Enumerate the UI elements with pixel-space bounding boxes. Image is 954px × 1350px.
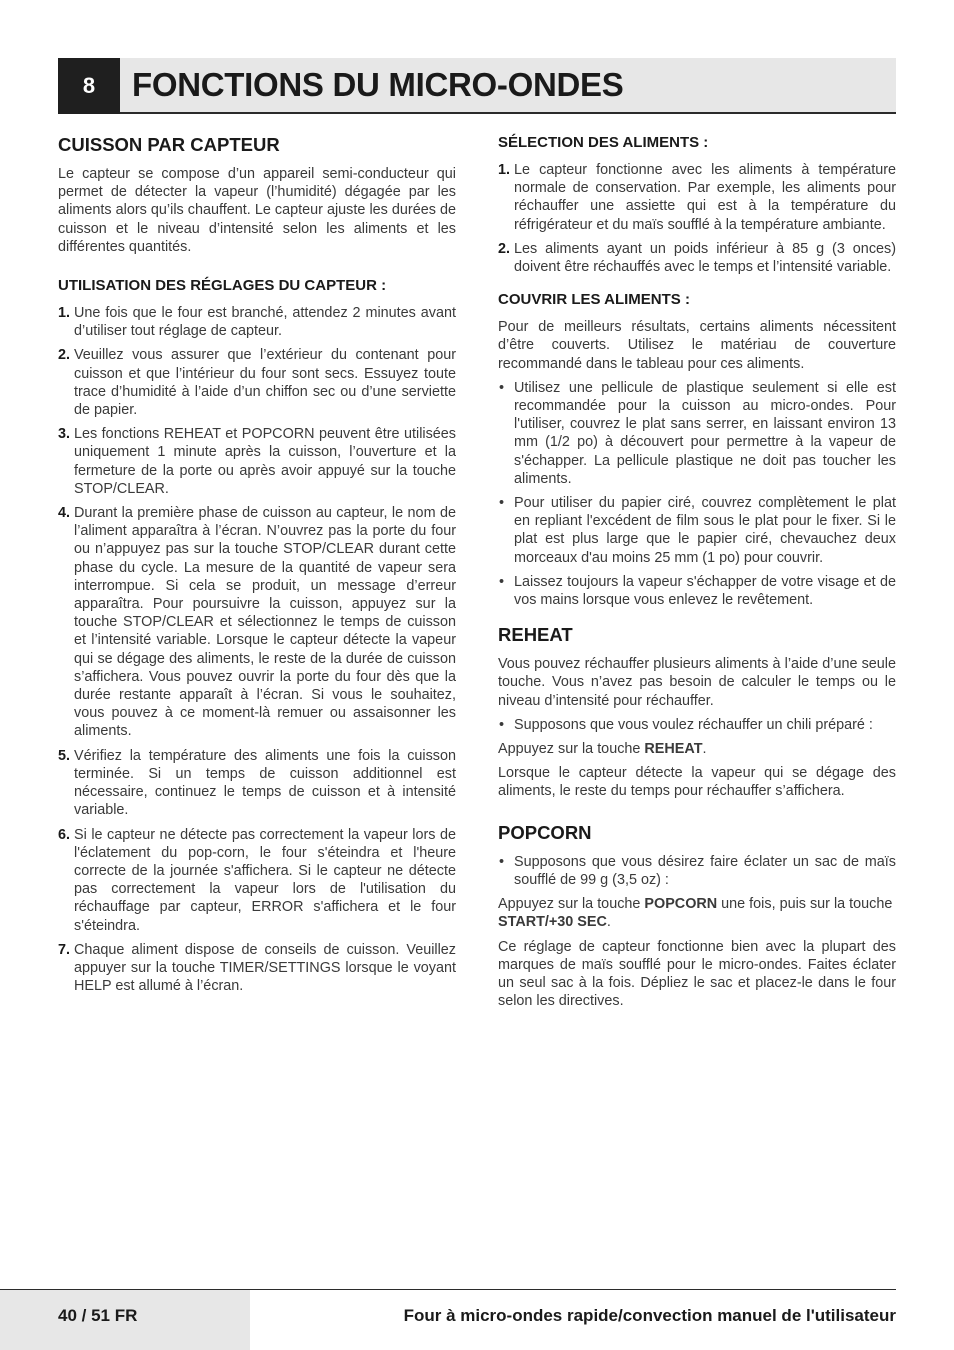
list-item: • Laissez toujours la vapeur s'échapper de votre visage et de vos mains lorsque vous enlevez le revêtement.: [499, 573, 896, 609]
list-item: 3. Les fonctions REHEAT et POPCORN peuvent être utilisées uniquement 1 minute après la cuisson, l’ouverture et la fermeture de la porte ou après avoir appuyé sur la touche STOP/CLEAR.: [58, 426, 456, 497]
list-item: 6. Si le capteur ne détecte pas correctement la vapeur lors de l'éclatement du pop-corn, le four s'éteindra et l'heure correcte de la journée s'affichera. Si le capteur ne détecte pas correctement la vapeur lors de l'utilisation du réchauffage par capteur, ERROR s'affichera et le four s'éteindra.: [58, 826, 456, 934]
chapter-number: 8: [82, 73, 96, 98]
reheat-key-label: REHEAT: [644, 741, 703, 758]
sensor-intro-paragraph: Le capteur se compose d’un appareil semi-conducteur qui permet de détecter la vapeur (l’humidité) dégagée par les aliments alors qu’ils chauffent. Le capteur ajuste les durées de cuisson et le niveau d’intensité selon les aliments et les différentes quantités.: [58, 166, 456, 255]
list-item: • Supposons que vous désirez faire éclater un sac de maïs soufflé de 99 g (3,5 oz) :: [499, 853, 896, 888]
popcorn-key-label: POPCORN: [644, 896, 718, 913]
food-selection-heading: SÉLECTION DES ALIMENTS :: [498, 134, 709, 151]
list-item: 4. Durant la première phase de cuisson au capteur, le nom de l’aliment apparaîtra à l’écran. N’ouvrez pas la porte du four ou n’appuyez pas sur la touche STOP/CLEAR durant cette phase du cycle. La mesure de la quantité de vapeur sera interrompue. Si cela se produit, un message d’erreur apparaîtra. Pour poursuivre la cuisson, appuyez sur la touche STOP/CLEAR et sélectionnez le temps de cuisson et l’intensité variable. Lorsque le capteur détecte la vapeur qui se dégage des aliments, le reste de la durée de cuisson s’affichera. Vous pouvez ouvrir la porte du four dès que la durée restante apparaît à l’écran. Si vous le souhaitez, vous pouvez à ce moment-là remuer ou assaisonner les aliments.: [58, 505, 456, 740]
left-column: [58, 133, 456, 1001]
list-item: • Supposons que vous voulez réchauffer un chili préparé :: [499, 716, 873, 733]
covering-intro-paragraph: Pour de meilleurs résultats, certains aliments nécessitent d’être couverts. Utilisez le matériau de couverture recommandé dans le tableau pour ces aliments.: [498, 319, 896, 372]
list-item: 2. Les aliments ayant un poids inférieur à 85 g (3 onces) doivent être réchauffés avec le temps et l’intensité variable.: [498, 240, 896, 276]
reheat-bullets: [498, 716, 896, 734]
page-number: 40 / 51 FR: [58, 1306, 138, 1325]
manual-title: Four à micro-ondes rapide/convection manuel de l'utilisateur: [403, 1306, 896, 1325]
list-item: 1. Une fois que le four est branché, attendez 2 minutes avant d’utiliser tout réglage de capteur.: [58, 305, 456, 340]
chapter-number-badge: [58, 58, 120, 114]
list-item: 1. Le capteur fonctionne avec les aliments à température normale de conservation. Par exemple, les aliments pour réchauffer une assiette qui est à la température du réfrigérateur et du maïs soufflé à la température ambiante.: [498, 162, 896, 233]
list-item: 7. Chaque aliment dispose de conseils de cuisson. Veuillez appuyer sur la touche TIMER/SETTINGS lorsque le voyant HELP est allumé à l’écran.: [58, 941, 456, 995]
reheat-intro-paragraph: Vous pouvez réchauffer plusieurs aliments à l’aide d’une seule touche. Vous n’avez pas besoin de calculer le temps ou le niveau d’intensité pour réchauffer.: [498, 656, 896, 709]
page-title: FONCTIONS DU MICRO-ONDES: [132, 66, 624, 103]
right-column: [498, 133, 896, 1016]
list-item: • Pour utiliser du papier ciré, couvrez complètement le plat en repliant l'excédent de film sous le plat pour le fixer. Si le plat est plus large que le papier ciré, chevauchez deux morceaux d'au moins 25 mm (1 po) pour couvrir.: [499, 495, 896, 566]
sensor-usage-heading: UTILISATION DES RÉGLAGES DU CAPTEUR :: [58, 277, 387, 295]
reheat-heading: REHEAT: [498, 624, 573, 646]
start-key-label: START/+30 SEC: [498, 914, 607, 931]
list-item: 2. Veuillez vous assurer que l’extérieur du contenant pour cuisson et que l’intérieur du four sont secs. Essuyez toute trace d’humidité à l’aide d’un chiffon sec ou d’une serviette de papier.: [58, 347, 456, 419]
reheat-press-instruction: Appuyez sur la touche REHEAT.: [498, 741, 707, 758]
popcorn-note-paragraph: Ce réglage de capteur fonctionne bien avec la plupart des marques de maïs soufflé pour le micro-ondes. Faites éclater un seul sac à la fois. Dépliez le sac et placez-le dans le four selon les directives.: [498, 938, 896, 1010]
popcorn-press-instruction: Appuyez sur la touche POPCORN une fois, puis sur la touche START/+30 SEC.: [498, 896, 893, 931]
sensor-cooking-heading: CUISSON PAR CAPTEUR: [58, 134, 280, 155]
list-item: • Utilisez une pellicule de plastique seulement si elle est recommandée pour la cuisson au micro-ondes. Pour l'utiliser, couvrez le plat sans serrer, en laissant environ 13 mm (1/2 po) à découvert pour permettre à la vapeur de s'échapper. La pellicule plastique ne doit pas toucher les aliments.: [499, 379, 896, 487]
food-selection-list: [498, 161, 896, 276]
sensor-usage-steps: [58, 304, 456, 995]
popcorn-heading: POPCORN: [498, 821, 592, 843]
covering-food-heading: COUVRIR LES ALIMENTS :: [498, 291, 690, 309]
list-item: 5. Vérifiez la température des aliments une fois la cuisson terminée. Si un temps de cuisson additionnel est nécessaire, continuez le temps de cuisson et à intensité variable.: [58, 747, 456, 819]
popcorn-bullets: [498, 853, 896, 889]
covering-bullets: [498, 379, 896, 609]
reheat-note-paragraph: Lorsque le capteur détecte la vapeur qui se dégage des aliments, le reste du temps pour réchauffer s’affichera.: [498, 765, 896, 800]
